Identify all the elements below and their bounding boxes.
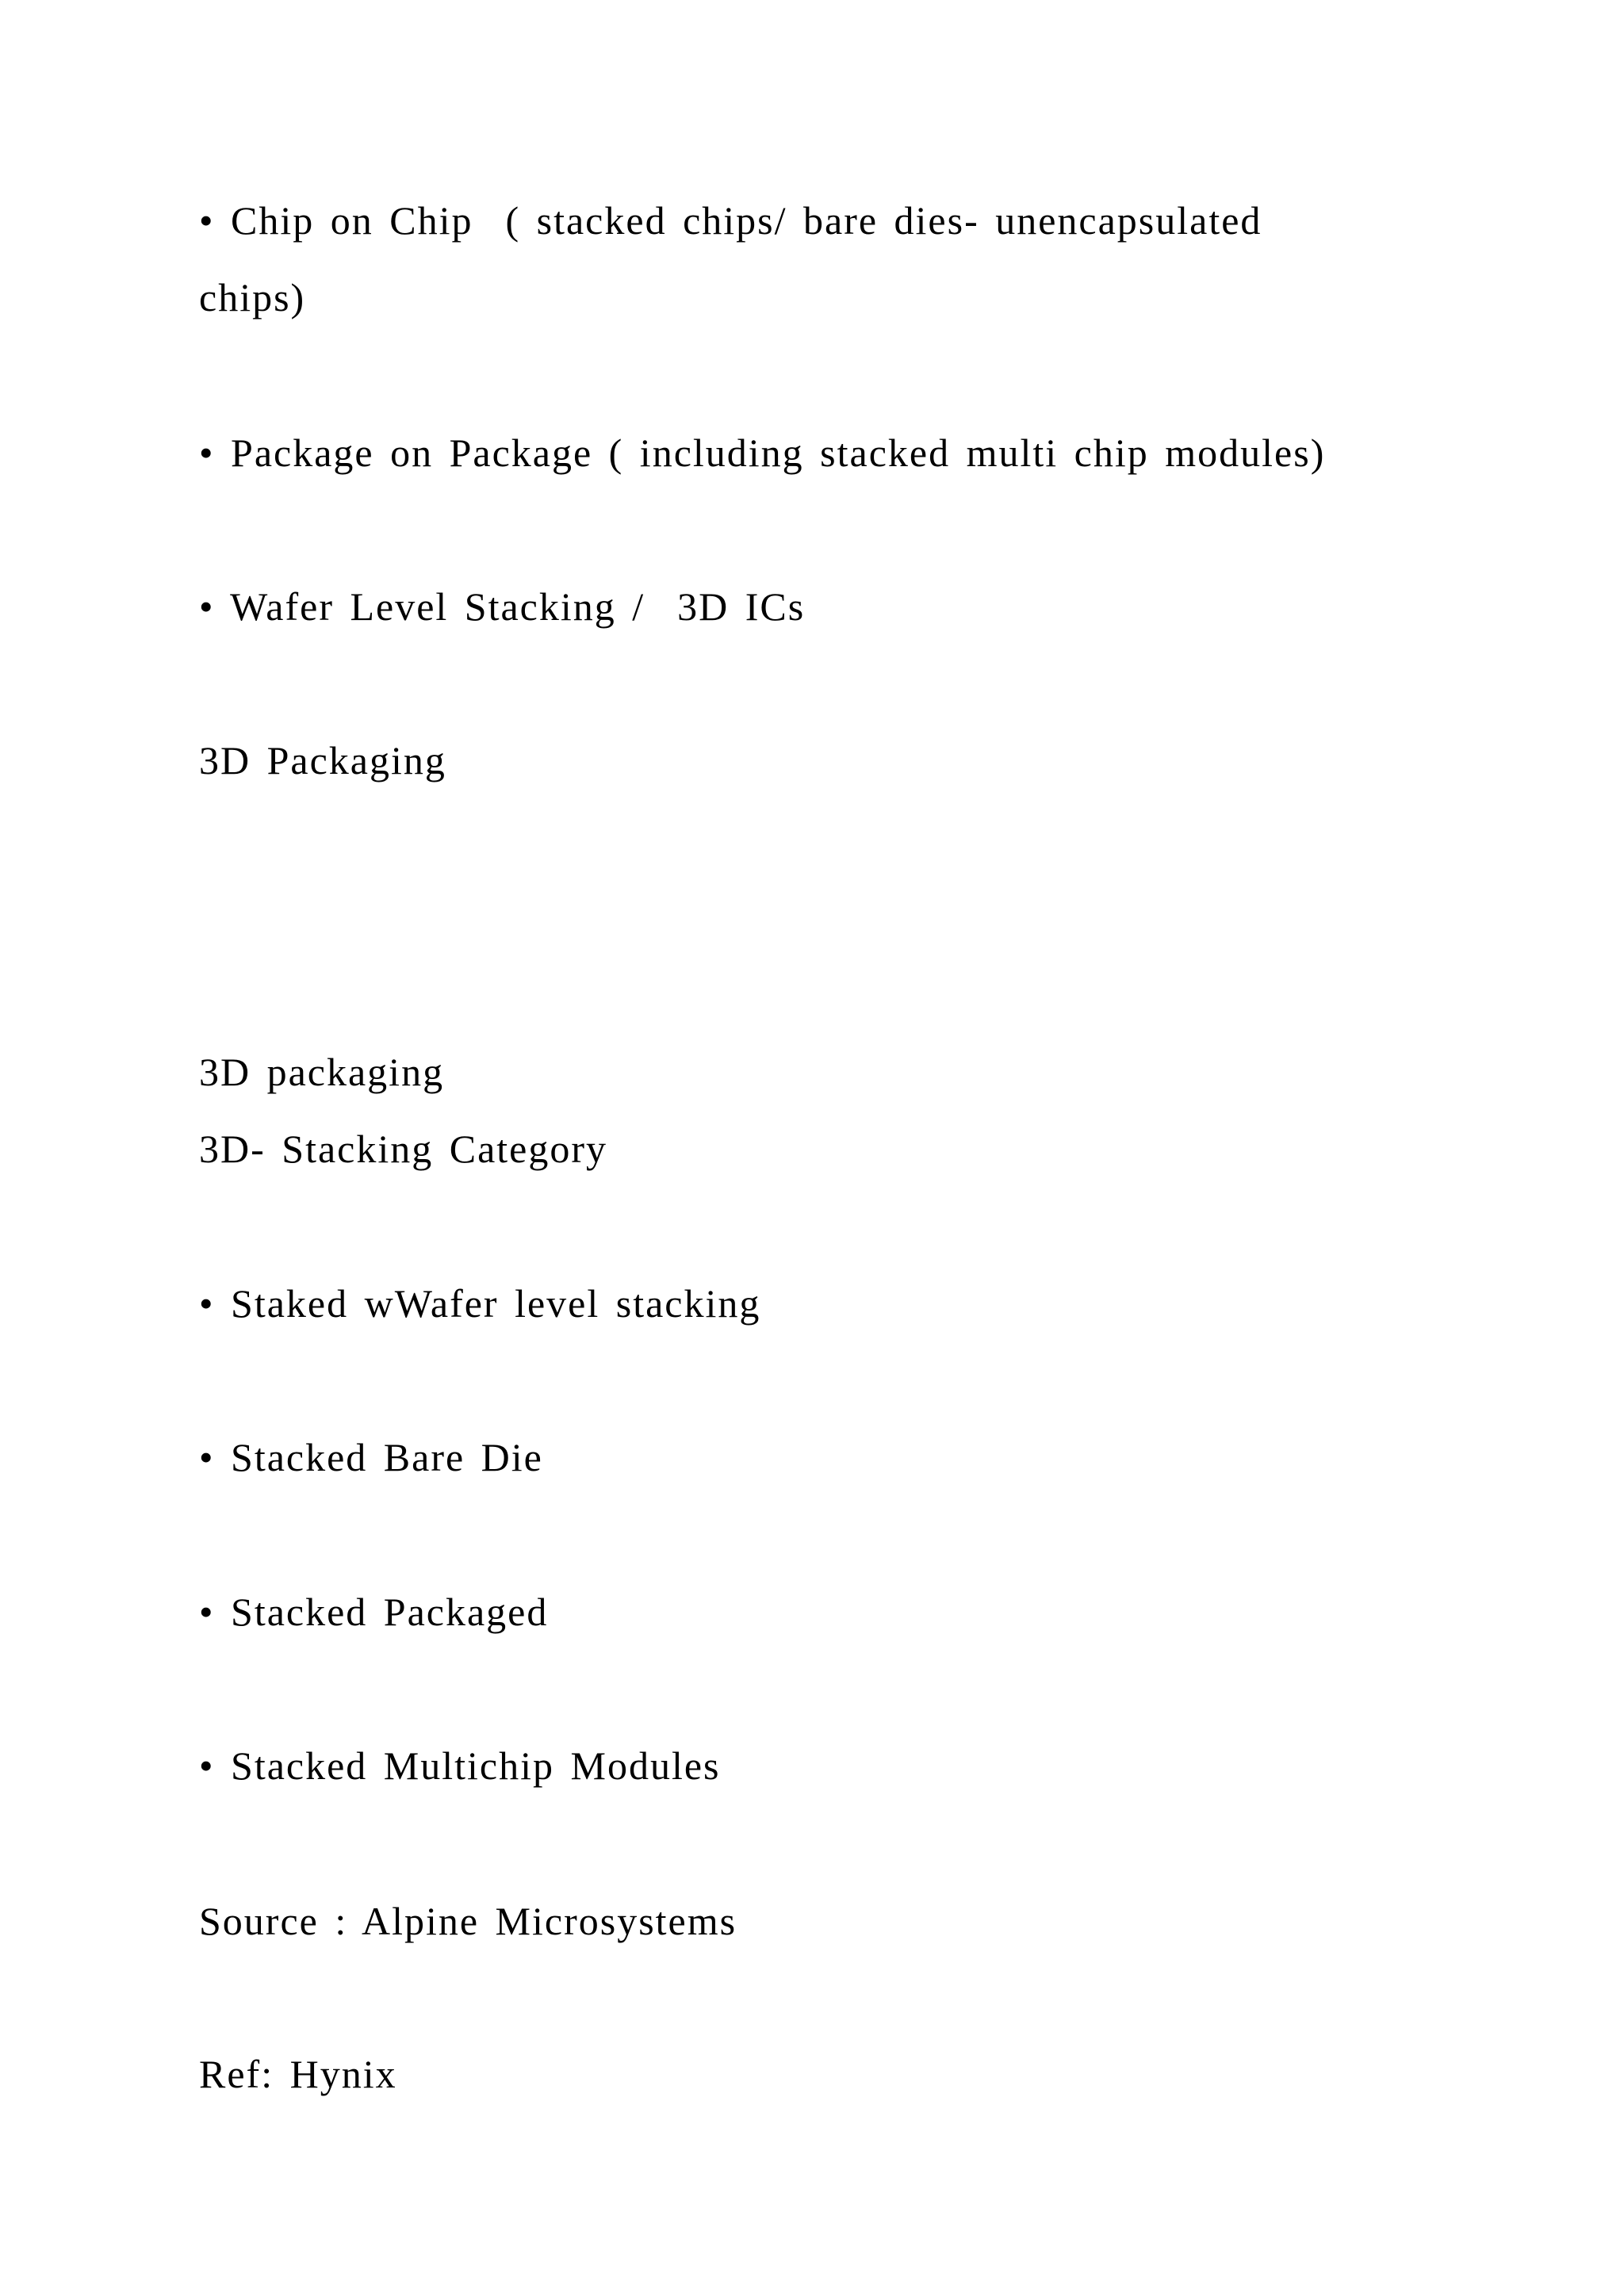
reference: Ref: Hynix <box>199 2052 397 2096</box>
bullet-package-on-package: • Package on Package ( including stacked multi chip modules) <box>199 430 1326 475</box>
bullet-chip-on-chip-continued: chips) <box>199 275 306 320</box>
bullet-stacked-multichip-modules: • Stacked Multichip Modules <box>199 1743 721 1788</box>
bullet-stacked-bare-die: • Stacked Bare Die <box>199 1435 543 1479</box>
heading-3d-packaging: 3D Packaging <box>199 738 446 783</box>
heading-3d-packaging-lower: 3D packaging <box>199 1050 445 1094</box>
heading-stacking-category: 3D- Stacking Category <box>199 1127 608 1171</box>
source-citation: Source : Alpine Microsystems <box>199 1899 737 1943</box>
bullet-chip-on-chip: • Chip on Chip ( stacked chips/ bare dies- unencapsulated <box>199 198 1262 243</box>
bullet-stacked-packaged: • Stacked Packaged <box>199 1590 549 1634</box>
bullet-wafer-level: • Staked wWafer level stacking <box>199 1281 761 1326</box>
bullet-wafer-level-stacking: • Wafer Level Stacking / 3D ICs <box>199 584 806 629</box>
